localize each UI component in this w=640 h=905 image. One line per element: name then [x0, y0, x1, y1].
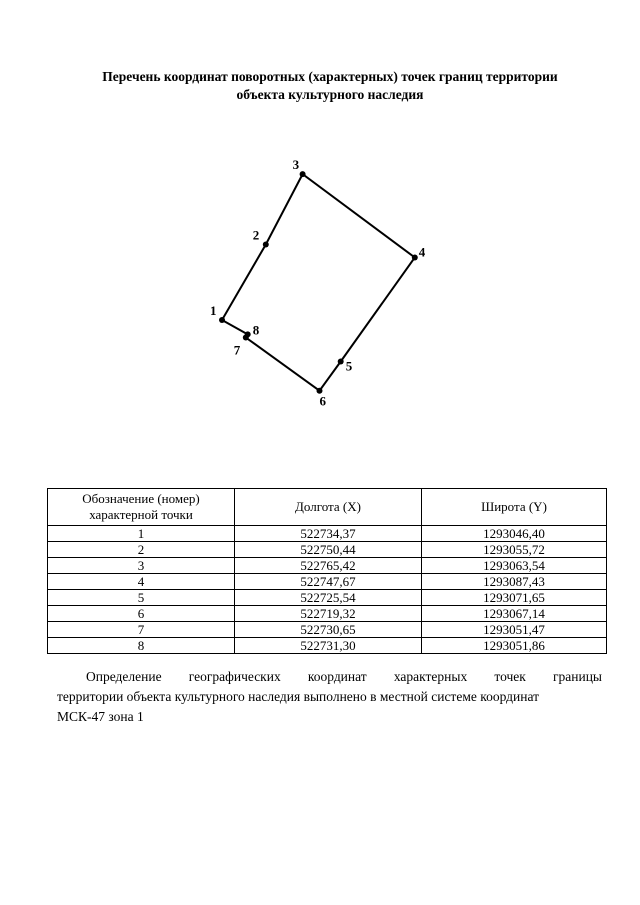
table-row: [48, 622, 607, 638]
table-row: [48, 638, 607, 654]
point-number-cell: 6: [48, 606, 235, 622]
point-number-cell: 5: [48, 590, 235, 606]
boundary-point-marker: [263, 242, 269, 248]
boundary-point-marker: [300, 171, 306, 177]
header-latitude: Широта (Y): [422, 489, 607, 526]
latitude-cell: 1293051,47: [422, 622, 607, 638]
point-number-cell: 7: [48, 622, 235, 638]
table-row: [48, 590, 607, 606]
table-header-row: [48, 489, 607, 526]
latitude-cell: 1293067,14: [422, 606, 607, 622]
latitude-cell: 1293071,65: [422, 590, 607, 606]
boundary-point-label: 8: [252, 322, 260, 338]
header-point-number: Обозначение (номер) характерной точки: [48, 489, 235, 526]
table-row: [48, 526, 607, 542]
note-line-1: Определение географических координат характерных точек границы: [86, 669, 602, 684]
title-line-2: объекта культурного наследия: [236, 87, 424, 102]
latitude-cell: 1293055,72: [422, 542, 607, 558]
header-longitude: Долгота (X): [235, 489, 422, 526]
point-number-cell: 8: [48, 638, 235, 654]
latitude-cell: 1293051,86: [422, 638, 607, 654]
latitude-cell: 1293046,40: [422, 526, 607, 542]
longitude-cell: 522725,54: [235, 590, 422, 606]
boundary-point-label: 5: [345, 358, 353, 374]
table-row: [48, 558, 607, 574]
boundary-point-marker: [412, 255, 418, 261]
point-number-cell: 1: [48, 526, 235, 542]
note-line-3: МСК-47 зона 1: [57, 709, 144, 724]
table-row: [48, 574, 607, 590]
longitude-cell: 522734,37: [235, 526, 422, 542]
longitude-cell: 522750,44: [235, 542, 422, 558]
longitude-cell: 522730,65: [235, 622, 422, 638]
point-number-cell: 3: [48, 558, 235, 574]
point-number-cell: 2: [48, 542, 235, 558]
boundary-point-label: 3: [292, 157, 300, 173]
longitude-cell: 522731,30: [235, 638, 422, 654]
table-row: [48, 542, 607, 558]
coordinate-system-note: [57, 667, 602, 727]
boundary-point-label: 6: [319, 393, 326, 409]
boundary-point-marker: [219, 317, 225, 323]
boundary-point-label: 4: [418, 244, 426, 260]
coordinates-table: [47, 488, 607, 654]
boundary-point-label: 2: [252, 227, 260, 243]
note-line-2: территории объекта культурного наследия выполнено в местной системе координат: [57, 689, 540, 704]
boundary-point-label: 1: [210, 303, 217, 318]
latitude-cell: 1293087,43: [422, 574, 607, 590]
title-line-1: Перечень координат поворотных (характерных) точек границ территории: [102, 69, 558, 84]
boundary-point-label: 7: [233, 342, 241, 358]
table-row: [48, 606, 607, 622]
boundary-point-marker: [338, 359, 344, 365]
boundary-polygon: [222, 174, 415, 391]
latitude-cell: 1293063,54: [422, 558, 607, 574]
longitude-cell: 522765,42: [235, 558, 422, 574]
point-number-cell: 4: [48, 574, 235, 590]
longitude-cell: 522747,67: [235, 574, 422, 590]
boundary-point-marker: [245, 331, 251, 337]
longitude-cell: 522719,32: [235, 606, 422, 622]
